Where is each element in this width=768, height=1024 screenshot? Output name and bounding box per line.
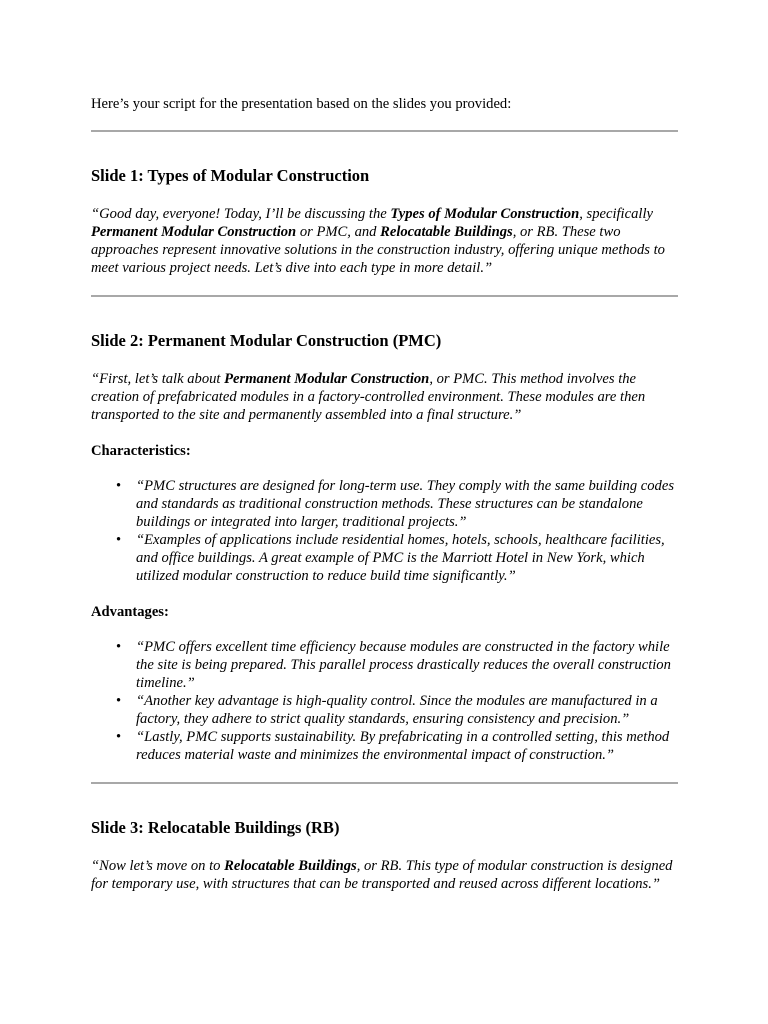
quote-text: , or RB. This type of modular construction is designed for temporary use, with structures that can be transported and reused across different locations.” bbox=[91, 858, 673, 892]
quote-text: “Now let’s move on to bbox=[91, 858, 225, 874]
bullet: • bbox=[116, 729, 122, 745]
emphasis-term: Relocatable Buildings bbox=[224, 858, 357, 874]
quote-text: , specifically bbox=[579, 206, 653, 222]
list-item bbox=[116, 531, 678, 585]
advantages-heading: Advantages: bbox=[91, 604, 169, 620]
divider bbox=[91, 782, 678, 784]
slide-2-title: Slide 2: Permanent Modular Construction (PMC) bbox=[91, 331, 442, 350]
emphasis-term: Permanent Modular Construction bbox=[91, 224, 297, 240]
characteristics-heading: Characteristics: bbox=[91, 443, 191, 459]
bullet: • bbox=[116, 532, 122, 548]
characteristics-list bbox=[91, 477, 678, 585]
slide-3-quote bbox=[91, 857, 678, 893]
quote-text: , or RB. These two approaches represent innovative solutions in the construction industry, offering unique methods to meet various project needs. Let’s dive into each type in more detail.” bbox=[91, 224, 665, 276]
divider bbox=[91, 130, 678, 132]
list-item-text: “PMC offers excellent time efficiency because modules are constructed in the factory while the site is being prepared. This parallel process drastically reduces the overall construction timeline.” bbox=[136, 639, 671, 691]
emphasis-term: Types of Modular Construction bbox=[390, 206, 580, 222]
list-item bbox=[116, 728, 678, 764]
list-item-text: “Another key advantage is high-quality control. Since the modules are manufactured in a factory, they adhere to strict quality standards, ensuring consistency and precision.” bbox=[136, 693, 658, 727]
quote-text: , or PMC. This method involves the creation of prefabricated modules in a factory-controlled environment. These modules are then transported to the site and permanently assembled into a final structure.” bbox=[91, 371, 646, 423]
intro-text: Here’s your script for the presentation based on the slides you provided: bbox=[91, 96, 512, 112]
slide-1-title: Slide 1: Types of Modular Construction bbox=[91, 166, 370, 185]
divider bbox=[91, 295, 678, 297]
bullet: • bbox=[116, 693, 122, 709]
list-item-text: “Lastly, PMC supports sustainability. By prefabricating in a controlled setting, this method reduces material waste and minimizes the environmental impact of construction.” bbox=[136, 729, 670, 763]
slide-1-quote bbox=[91, 205, 678, 277]
list-item bbox=[116, 692, 678, 728]
list-item-text: “Examples of applications include residential homes, hotels, schools, healthcare facilities, and office buildings. A great example of PMC is the Marriott Hotel in New York, which utilized modular construction to reduce build time significantly.” bbox=[136, 532, 665, 584]
slide-2-quote bbox=[91, 370, 678, 424]
list-item bbox=[116, 477, 678, 531]
quote-text: “Good day, everyone! Today, I’ll be discussing the bbox=[91, 206, 391, 222]
quote-text: or PMC, and bbox=[296, 224, 381, 240]
emphasis-term: Permanent Modular Construction bbox=[224, 371, 430, 387]
quote-text: “First, let’s talk about bbox=[91, 371, 225, 387]
emphasis-term: Relocatable Buildings bbox=[380, 224, 513, 240]
bullet: • bbox=[116, 478, 122, 494]
advantages-list bbox=[91, 638, 678, 764]
bullet: • bbox=[116, 639, 122, 655]
slide-3-title: Slide 3: Relocatable Buildings (RB) bbox=[91, 818, 340, 837]
list-item bbox=[116, 638, 678, 692]
list-item-text: “PMC structures are designed for long-term use. They comply with the same building codes and standards as traditional construction methods. These structures can be standalone buildings or integrated into larger, traditional projects.” bbox=[136, 478, 675, 530]
